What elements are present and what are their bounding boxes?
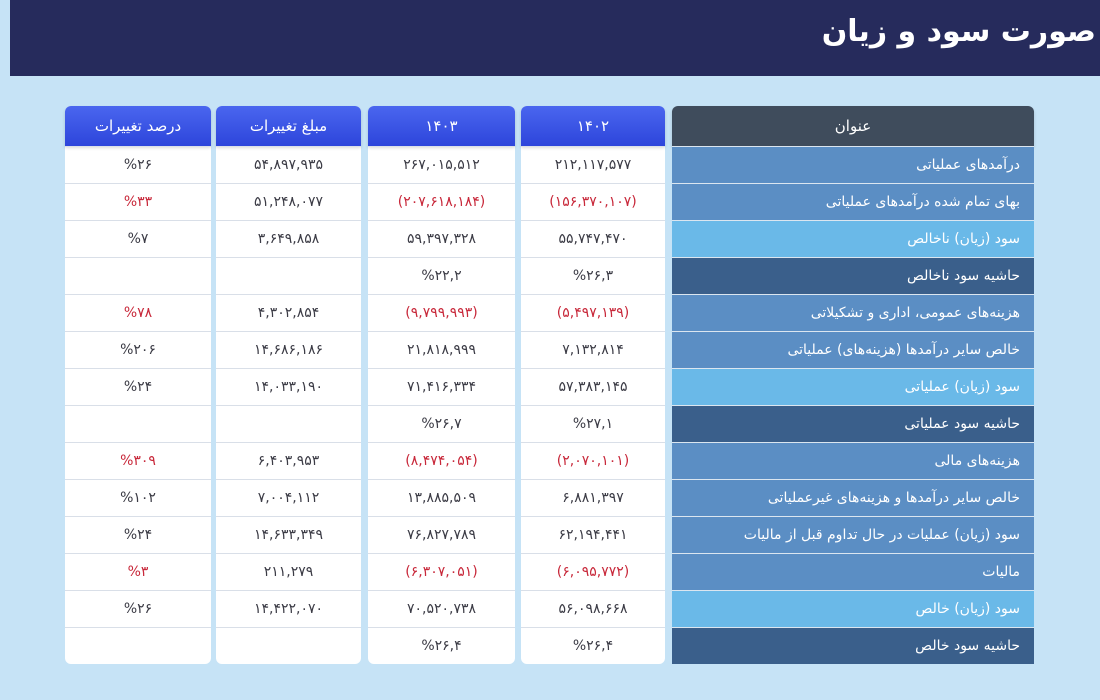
cell-1402: ۲۱۲,۱۱۷,۵۷۷ (521, 146, 665, 183)
cell-1403: ۱۳,۸۸۵,۵۰۹ (368, 479, 515, 516)
change-amount-header: مبلغ تغییرات (216, 106, 361, 146)
cell-1403: ۵۹,۳۹۷,۳۲۸ (368, 220, 515, 257)
cell-change-percent (65, 257, 211, 294)
cell-change-amount: ۱۴,۶۸۶,۱۸۶ (216, 331, 361, 368)
cell-change-amount: ۴,۳۰۲,۸۵۴ (216, 294, 361, 331)
cell-change-percent: %۲۴ (65, 368, 211, 405)
cell-1402: %۲۶,۴ (521, 627, 665, 664)
cell-1402: ۶,۸۸۱,۳۹۷ (521, 479, 665, 516)
label-column (672, 106, 1034, 664)
change-percent-header: درصد تغییرات (65, 106, 211, 146)
cell-change-percent (65, 405, 211, 442)
row-label: مالیات (672, 553, 1034, 590)
row-label: هزینه‌های مالی (672, 442, 1034, 479)
cell-1403: ۷۱,۴۱۶,۳۳۴ (368, 368, 515, 405)
row-label: درآمدهای عملیاتی (672, 146, 1034, 183)
cell-1402: ۵۶,۰۹۸,۶۶۸ (521, 590, 665, 627)
cell-change-amount: ۱۴,۶۳۳,۳۴۹ (216, 516, 361, 553)
cell-change-amount: ۱۴,۴۲۲,۰۷۰ (216, 590, 361, 627)
row-label: سود (زیان) عملیات در حال تداوم قبل از مالیات (672, 516, 1034, 553)
change-percent-rows (65, 146, 211, 664)
cell-change-amount: ۳,۶۴۹,۸۵۸ (216, 220, 361, 257)
row-label: سود (زیان) خالص (672, 590, 1034, 627)
cell-change-percent: %۳۳ (65, 183, 211, 220)
row-label: حاشیه سود عملیاتی (672, 405, 1034, 442)
cell-1402: %۲۷,۱ (521, 405, 665, 442)
cell-change-percent: %۳۰۹ (65, 442, 211, 479)
cell-change-amount (216, 257, 361, 294)
cell-1402: (۵,۴۹۷,۱۳۹) (521, 294, 665, 331)
column-change-percent (65, 106, 211, 664)
header-bar (10, 0, 1100, 76)
cell-1403: %۲۲,۲ (368, 257, 515, 294)
row-label: سود (زیان) عملیاتی (672, 368, 1034, 405)
cell-1403: ۷۰,۵۲۰,۷۳۸ (368, 590, 515, 627)
cell-1402: ۷,۱۳۲,۸۱۴ (521, 331, 665, 368)
cell-1403: (۸,۴۷۴,۰۵۴) (368, 442, 515, 479)
cell-1402: ۵۵,۷۴۷,۴۷۰ (521, 220, 665, 257)
row-label: حاشیه سود خالص (672, 627, 1034, 664)
cell-change-percent (65, 627, 211, 664)
cell-1403: ۲۱,۸۱۸,۹۹۹ (368, 331, 515, 368)
cell-1402: (۶,۰۹۵,۷۷۲) (521, 553, 665, 590)
cell-1403: %۲۶,۴ (368, 627, 515, 664)
cell-change-percent: %۲۶ (65, 146, 211, 183)
cell-change-percent: %۲۶ (65, 590, 211, 627)
row-label: سود (زیان) ناخالص (672, 220, 1034, 257)
label-header: عنوان (672, 106, 1034, 146)
year-1403-rows (368, 146, 515, 664)
cell-change-amount: ۵۱,۲۴۸,۰۷۷ (216, 183, 361, 220)
label-rows (672, 146, 1034, 664)
cell-1403: ۲۶۷,۰۱۵,۵۱۲ (368, 146, 515, 183)
cell-change-percent: %۷۸ (65, 294, 211, 331)
cell-1403: (۶,۳۰۷,۰۵۱) (368, 553, 515, 590)
cell-1402: (۱۵۶,۳۷۰,۱۰۷) (521, 183, 665, 220)
year-1402-header: ۱۴۰۲ (521, 106, 665, 146)
cell-change-percent: %۲۴ (65, 516, 211, 553)
cell-change-amount: ۷,۰۰۴,۱۱۲ (216, 479, 361, 516)
cell-change-amount: ۶,۴۰۳,۹۵۳ (216, 442, 361, 479)
cell-1402: ۵۷,۳۸۳,۱۴۵ (521, 368, 665, 405)
change-amount-rows (216, 146, 361, 664)
column-1403 (368, 106, 515, 664)
cell-change-amount: ۵۴,۸۹۷,۹۳۵ (216, 146, 361, 183)
cell-1402: %۲۶,۳ (521, 257, 665, 294)
row-label: حاشیه سود ناخالص (672, 257, 1034, 294)
year-1403-header: ۱۴۰۳ (368, 106, 515, 146)
cell-1402: (۲,۰۷۰,۱۰۱) (521, 442, 665, 479)
cell-change-percent: %۲۰۶ (65, 331, 211, 368)
cell-1403: ۷۶,۸۲۷,۷۸۹ (368, 516, 515, 553)
year-1402-rows (521, 146, 665, 664)
cell-1403: %۲۶,۷ (368, 405, 515, 442)
cell-change-amount (216, 405, 361, 442)
cell-change-amount: ۲۱۱,۲۷۹ (216, 553, 361, 590)
row-label: هزینه‌های عمومی، اداری و تشکیلاتی (672, 294, 1034, 331)
row-label: بهای تمام شده درآمدهای عملیاتی (672, 183, 1034, 220)
cell-change-amount (216, 627, 361, 664)
page-title: صورت سود و زیان (821, 14, 1096, 49)
cell-change-amount: ۱۴,۰۳۳,۱۹۰ (216, 368, 361, 405)
row-label: خالص سایر درآمدها و هزینه‌های غیرعملیاتی (672, 479, 1034, 516)
cell-change-percent: %۱۰۲ (65, 479, 211, 516)
cell-change-percent: %۳ (65, 553, 211, 590)
cell-1403: (۲۰۷,۶۱۸,۱۸۴) (368, 183, 515, 220)
column-1402 (521, 106, 665, 664)
column-change-amount (216, 106, 361, 664)
row-label: خالص سایر درآمدها (هزینه‌های) عملیاتی (672, 331, 1034, 368)
cell-change-percent: %۷ (65, 220, 211, 257)
cell-1403: (۹,۷۹۹,۹۹۳) (368, 294, 515, 331)
cell-1402: ۶۲,۱۹۴,۴۴۱ (521, 516, 665, 553)
